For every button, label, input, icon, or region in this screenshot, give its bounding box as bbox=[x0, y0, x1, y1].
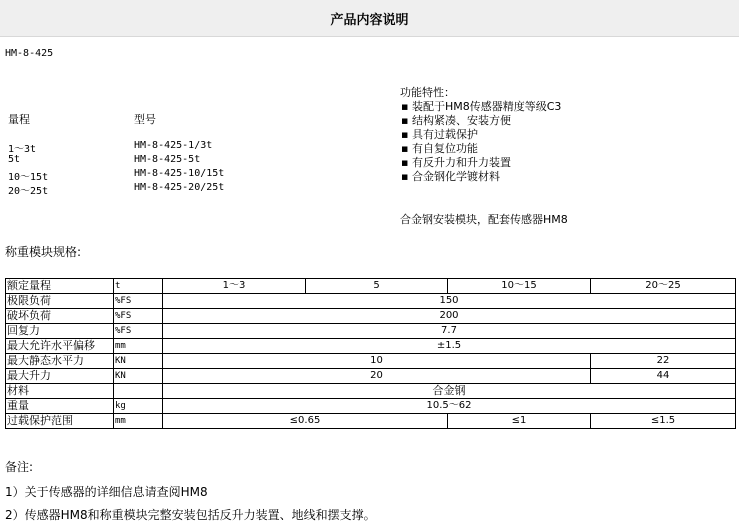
spec-value: ≤0.65 bbox=[163, 414, 448, 429]
spec-unit: %FS bbox=[114, 309, 163, 324]
table-row bbox=[6, 309, 736, 324]
models-model: HM-8-425-10/15t bbox=[134, 168, 225, 179]
models-range: 1～3t bbox=[8, 144, 37, 155]
spec-unit: t bbox=[114, 279, 163, 294]
table-row bbox=[6, 354, 736, 369]
feature-item: ▪ 装配于HM8传感器精度等级C3 bbox=[401, 100, 562, 113]
models-model: HM-8-425-1/3t bbox=[134, 140, 213, 151]
models-model: HM-8-425-5t bbox=[134, 154, 201, 165]
spec-unit: kg bbox=[114, 399, 163, 414]
feature-item: ▪ 具有过载保护 bbox=[401, 128, 478, 141]
spec-label: 最大升力 bbox=[6, 369, 114, 384]
spec-unit: KN bbox=[114, 354, 163, 369]
spec-label: 过载保护范围 bbox=[6, 414, 114, 429]
spec-value: 200 bbox=[163, 309, 736, 324]
feature-item: ▪ 有自复位功能 bbox=[401, 142, 478, 155]
spec-label: 材料 bbox=[6, 384, 114, 399]
features-title: 功能特性： bbox=[400, 86, 455, 99]
feature-item: ▪ 合金钢化学镀材料 bbox=[401, 170, 500, 183]
features-note: 合金钢安装模块，配套传感器HM8 bbox=[400, 213, 568, 226]
spec-label: 最大静态水平力 bbox=[6, 354, 114, 369]
spec-value: 10 bbox=[163, 354, 591, 369]
table-row bbox=[6, 324, 736, 339]
table-row bbox=[6, 369, 736, 384]
table-row bbox=[6, 279, 736, 294]
spec-unit bbox=[114, 384, 163, 399]
spec-label: 最大允许水平偏移 bbox=[6, 339, 114, 354]
spec-unit: mm bbox=[114, 339, 163, 354]
header-bar bbox=[0, 0, 739, 37]
spec-table bbox=[5, 278, 736, 429]
spec-label: 极限负荷 bbox=[6, 294, 114, 309]
table-row bbox=[6, 414, 736, 429]
table-row bbox=[6, 399, 736, 414]
spec-label: 重量 bbox=[6, 399, 114, 414]
spec-value: 44 bbox=[591, 369, 736, 384]
models-range: 20～25t bbox=[8, 186, 49, 197]
spec-value: 10～15 bbox=[448, 279, 591, 294]
spec-value: 合金钢 bbox=[163, 384, 736, 399]
spec-value: 10.5～62 bbox=[163, 399, 736, 414]
models-model: HM-8-425-20/25t bbox=[134, 182, 225, 193]
spec-value: 5 bbox=[306, 279, 448, 294]
page-title: 产品内容说明 bbox=[330, 13, 409, 28]
spec-value: ≤1 bbox=[448, 414, 591, 429]
models-col-model: 型号 bbox=[134, 113, 156, 126]
spec-label: 额定量程 bbox=[6, 279, 114, 294]
models-col-range: 量程 bbox=[8, 113, 30, 126]
spec-unit: mm bbox=[114, 414, 163, 429]
spec-value: ≤1.5 bbox=[591, 414, 736, 429]
spec-title: 称重模块规格: bbox=[5, 245, 82, 259]
spec-label: 破坏负荷 bbox=[6, 309, 114, 324]
spec-unit: KN bbox=[114, 369, 163, 384]
spec-label: 回复力 bbox=[6, 324, 114, 339]
spec-value: 20～25 bbox=[591, 279, 736, 294]
spec-value: 20 bbox=[163, 369, 591, 384]
spec-unit: %FS bbox=[114, 324, 163, 339]
remarks-title: 备注: bbox=[5, 460, 34, 474]
model-code: HM-8-425 bbox=[5, 48, 54, 59]
spec-value: 1～3 bbox=[163, 279, 306, 294]
table-row bbox=[6, 339, 736, 354]
feature-item: ▪ 有反升力和升力装置 bbox=[401, 156, 511, 169]
models-range: 10～15t bbox=[8, 172, 49, 183]
spec-value: 150 bbox=[163, 294, 736, 309]
spec-value: 22 bbox=[591, 354, 736, 369]
remark-item: 2）传感器HM8和称重模块完整安装包括反升力装置、地线和摆支撑。 bbox=[5, 508, 376, 522]
table-row bbox=[6, 294, 736, 309]
models-range: 5t bbox=[8, 154, 21, 165]
table-row bbox=[6, 384, 736, 399]
spec-value: ±1.5 bbox=[163, 339, 736, 354]
feature-item: ▪ 结构紧凑、安装方便 bbox=[401, 114, 511, 127]
remark-item: 1）关于传感器的详细信息请查阅HM8 bbox=[5, 485, 208, 499]
spec-unit: %FS bbox=[114, 294, 163, 309]
spec-value: 7.7 bbox=[163, 324, 736, 339]
